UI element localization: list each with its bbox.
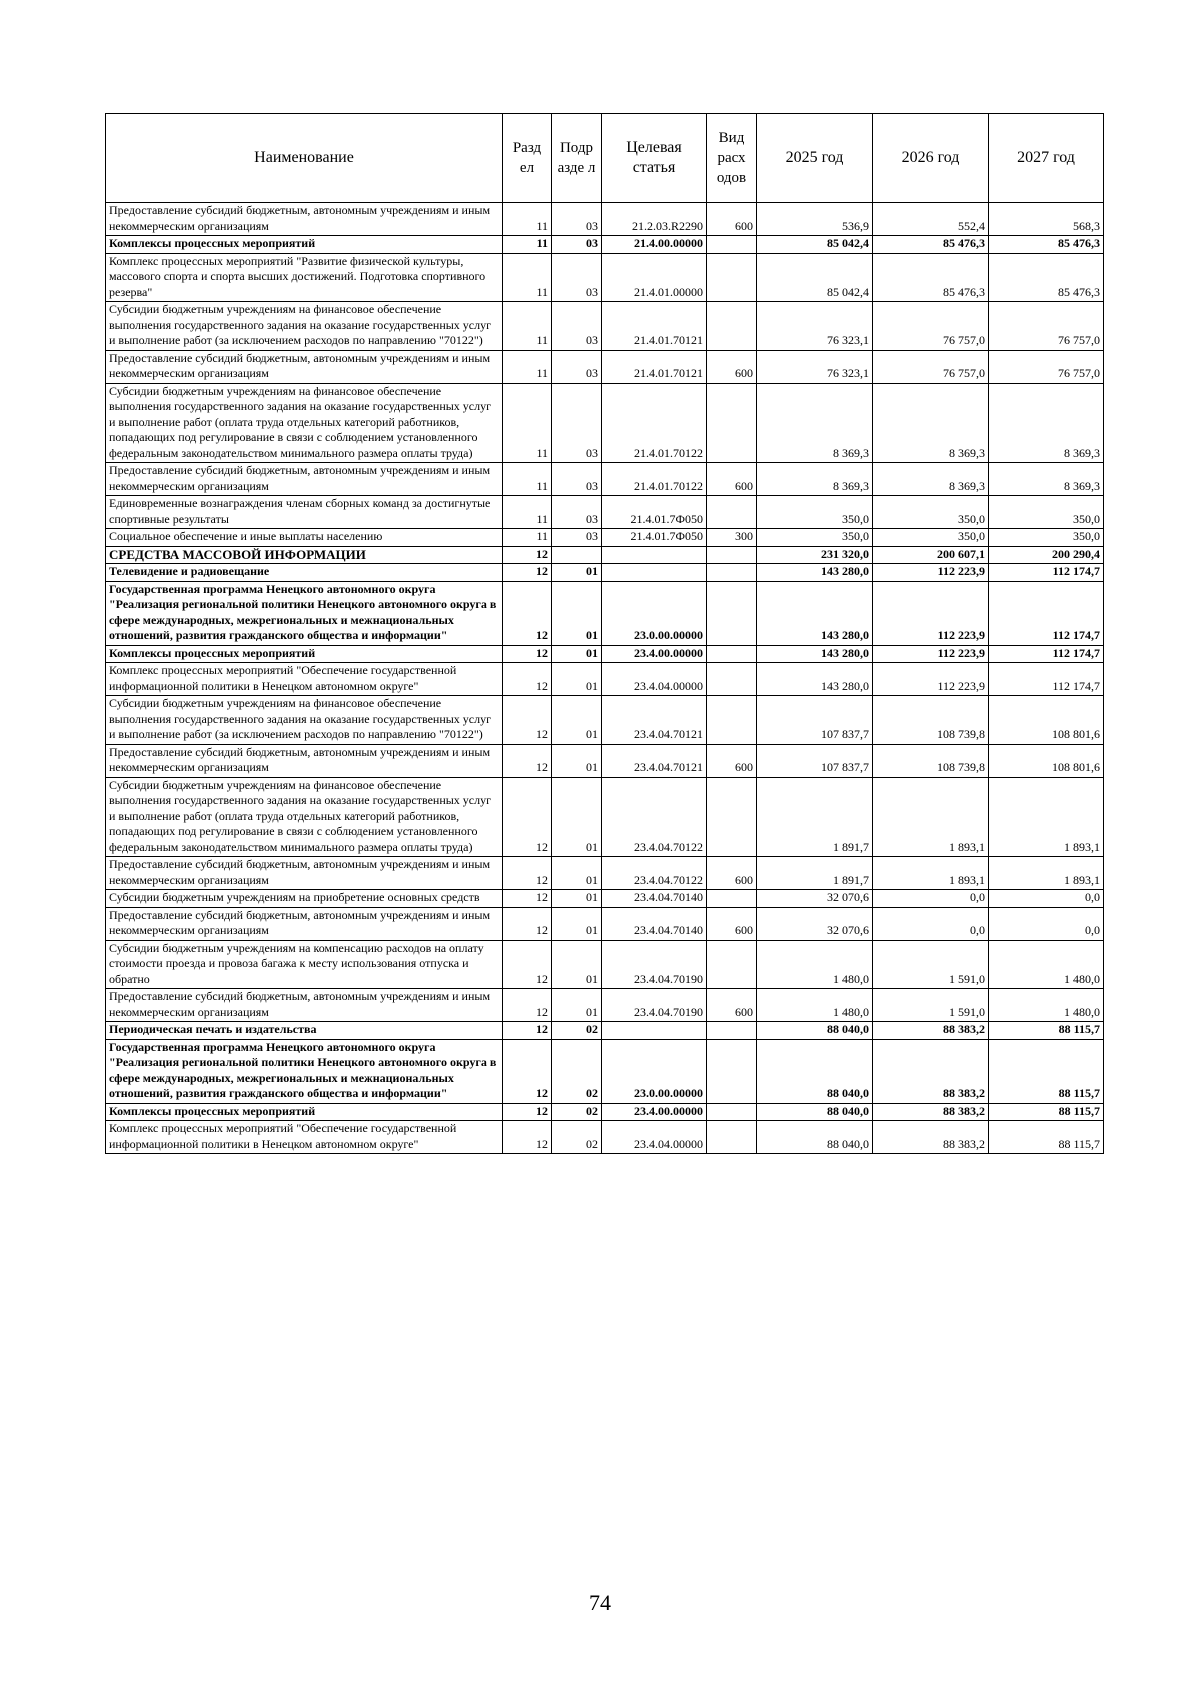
cell-podrazdel: 03 — [552, 463, 602, 496]
cell-name: Телевидение и радиовещание — [106, 564, 503, 582]
cell-razdel: 12 — [503, 1039, 552, 1103]
cell-year-2025: 32 070,6 — [757, 907, 873, 940]
table-row — [106, 564, 1104, 582]
cell-year-2026: 0,0 — [873, 907, 989, 940]
table-row — [106, 777, 1104, 857]
cell-year-2027: 8 369,3 — [989, 463, 1104, 496]
cell-year-2026: 8 369,3 — [873, 463, 989, 496]
header-year-2026: 2026 год — [873, 114, 989, 203]
cell-year-2026: 350,0 — [873, 496, 989, 529]
cell-year-2027: 1 893,1 — [989, 777, 1104, 857]
cell-year-2026: 85 476,3 — [873, 253, 989, 302]
cell-razdel: 11 — [503, 529, 552, 547]
table-row — [106, 302, 1104, 351]
cell-year-2027: 76 757,0 — [989, 350, 1104, 383]
cell-podrazdel: 01 — [552, 777, 602, 857]
cell-year-2027: 108 801,6 — [989, 744, 1104, 777]
cell-year-2026: 8 369,3 — [873, 383, 989, 463]
cell-expense-type: 600 — [707, 463, 757, 496]
cell-expense-type: 600 — [707, 907, 757, 940]
cell-target-article: 23.4.04.70121 — [602, 744, 707, 777]
table-row — [106, 1039, 1104, 1103]
cell-year-2025: 536,9 — [757, 203, 873, 236]
cell-expense-type — [707, 1022, 757, 1040]
cell-year-2027: 112 174,7 — [989, 581, 1104, 645]
cell-expense-type — [707, 383, 757, 463]
cell-expense-type: 600 — [707, 350, 757, 383]
cell-target-article: 21.4.00.00000 — [602, 236, 707, 254]
cell-expense-type — [707, 890, 757, 908]
cell-name: Комплексы процессных мероприятий — [106, 236, 503, 254]
cell-year-2026: 76 757,0 — [873, 350, 989, 383]
cell-expense-type: 600 — [707, 857, 757, 890]
cell-year-2027: 112 174,7 — [989, 645, 1104, 663]
cell-year-2026: 112 223,9 — [873, 564, 989, 582]
cell-target-article: 23.0.00.00000 — [602, 1039, 707, 1103]
cell-year-2027: 88 115,7 — [989, 1022, 1104, 1040]
cell-expense-type — [707, 546, 757, 564]
cell-name: Предоставление субсидий бюджетным, автономным учреждениям и иным некоммерческим организациям — [106, 744, 503, 777]
header-name: Наименование — [106, 114, 503, 203]
cell-razdel: 12 — [503, 1103, 552, 1121]
cell-expense-type — [707, 253, 757, 302]
cell-year-2025: 1 891,7 — [757, 777, 873, 857]
table-row — [106, 663, 1104, 696]
cell-expense-type: 600 — [707, 744, 757, 777]
cell-expense-type — [707, 302, 757, 351]
cell-podrazdel: 03 — [552, 253, 602, 302]
cell-year-2027: 350,0 — [989, 529, 1104, 547]
cell-podrazdel: 03 — [552, 496, 602, 529]
cell-podrazdel — [552, 546, 602, 564]
cell-razdel: 12 — [503, 940, 552, 989]
cell-year-2025: 143 280,0 — [757, 564, 873, 582]
cell-year-2026: 0,0 — [873, 890, 989, 908]
cell-year-2026: 88 383,2 — [873, 1121, 989, 1154]
cell-expense-type: 600 — [707, 989, 757, 1022]
cell-year-2025: 143 280,0 — [757, 581, 873, 645]
cell-target-article: 23.4.04.70140 — [602, 890, 707, 908]
cell-year-2026: 112 223,9 — [873, 663, 989, 696]
cell-podrazdel: 03 — [552, 350, 602, 383]
cell-year-2027: 76 757,0 — [989, 302, 1104, 351]
table-row — [106, 940, 1104, 989]
cell-year-2025: 1 480,0 — [757, 989, 873, 1022]
cell-year-2025: 88 040,0 — [757, 1039, 873, 1103]
cell-name: Комплекс процессных мероприятий "Обеспечение государственной информационной политики в Ненецком автономном округе" — [106, 663, 503, 696]
cell-target-article: 21.4.01.70121 — [602, 302, 707, 351]
cell-podrazdel: 01 — [552, 940, 602, 989]
cell-name: Субсидии бюджетным учреждениям на финансовое обеспечение выполнения государственного задания на оказание государственных услуг и выполнение работ (оплата труда отдельных категорий работников, попадающих под регулирование в связи с соблюдением установленного федеральным законодательством минимального размера оплаты труда) — [106, 777, 503, 857]
budget-table — [105, 113, 1104, 1154]
cell-expense-type: 300 — [707, 529, 757, 547]
cell-podrazdel: 02 — [552, 1103, 602, 1121]
cell-podrazdel: 03 — [552, 236, 602, 254]
cell-year-2025: 88 040,0 — [757, 1121, 873, 1154]
cell-year-2027: 0,0 — [989, 907, 1104, 940]
cell-year-2027: 88 115,7 — [989, 1121, 1104, 1154]
cell-year-2026: 1 591,0 — [873, 940, 989, 989]
cell-name: Предоставление субсидий бюджетным, автономным учреждениям и иным некоммерческим организациям — [106, 857, 503, 890]
cell-target-article — [602, 546, 707, 564]
cell-year-2026: 552,4 — [873, 203, 989, 236]
cell-name: Предоставление субсидий бюджетным, автономным учреждениям и иным некоммерческим организациям — [106, 350, 503, 383]
cell-year-2025: 8 369,3 — [757, 463, 873, 496]
cell-razdel: 12 — [503, 696, 552, 745]
cell-year-2025: 8 369,3 — [757, 383, 873, 463]
cell-podrazdel: 01 — [552, 744, 602, 777]
cell-year-2025: 143 280,0 — [757, 645, 873, 663]
cell-name: Комплексы процессных мероприятий — [106, 645, 503, 663]
cell-razdel: 11 — [503, 496, 552, 529]
cell-target-article: 21.4.01.7Ф050 — [602, 496, 707, 529]
table-row — [106, 1103, 1104, 1121]
table-row — [106, 857, 1104, 890]
cell-podrazdel: 01 — [552, 645, 602, 663]
cell-name: Комплекс процессных мероприятий "Развитие физической культуры, массового спорта и спорта высших достижений. Подготовка спортивного резерва" — [106, 253, 503, 302]
cell-year-2025: 143 280,0 — [757, 663, 873, 696]
cell-year-2027: 1 480,0 — [989, 989, 1104, 1022]
cell-podrazdel: 02 — [552, 1121, 602, 1154]
cell-name: СРЕДСТВА МАССОВОЙ ИНФОРМАЦИИ — [106, 546, 503, 564]
table-row — [106, 253, 1104, 302]
cell-name: Субсидии бюджетным учреждениям на финансовое обеспечение выполнения государственного задания на оказание государственных услуг и выполнение работ (за исключением расходов по направлению "70122") — [106, 696, 503, 745]
cell-name: Социальное обеспечение и иные выплаты населению — [106, 529, 503, 547]
cell-name: Комплексы процессных мероприятий — [106, 1103, 503, 1121]
table-row — [106, 1121, 1104, 1154]
cell-name: Единовременные вознаграждения членам сборных команд за достигнутые спортивные результаты — [106, 496, 503, 529]
cell-year-2026: 108 739,8 — [873, 696, 989, 745]
cell-year-2026: 1 591,0 — [873, 989, 989, 1022]
cell-name: Субсидии бюджетным учреждениям на финансовое обеспечение выполнения государственного задания на оказание государственных услуг и выполнение работ (за исключением расходов по направлению "70122") — [106, 302, 503, 351]
table-body — [106, 203, 1104, 1154]
cell-year-2025: 76 323,1 — [757, 350, 873, 383]
header-podrazdel: Подр азде л — [552, 114, 602, 203]
cell-podrazdel: 03 — [552, 302, 602, 351]
cell-year-2027: 0,0 — [989, 890, 1104, 908]
cell-podrazdel: 03 — [552, 383, 602, 463]
cell-name: Периодическая печать и издательства — [106, 1022, 503, 1040]
cell-name: Субсидии бюджетным учреждениям на приобретение основных средств — [106, 890, 503, 908]
cell-razdel: 11 — [503, 383, 552, 463]
table-header-row — [106, 114, 1104, 203]
cell-expense-type — [707, 696, 757, 745]
table-row — [106, 203, 1104, 236]
cell-expense-type: 600 — [707, 203, 757, 236]
cell-podrazdel: 01 — [552, 907, 602, 940]
cell-year-2027: 200 290,4 — [989, 546, 1104, 564]
table-row — [106, 1022, 1104, 1040]
header-year-2027: 2027 год — [989, 114, 1104, 203]
cell-expense-type — [707, 663, 757, 696]
cell-name: Государственная программа Ненецкого автономного округа "Реализация региональной политики Ненецкого автономного округа в сфере международных, межрегиональных и межнациональных отношений, развития гражданского общества и информации" — [106, 581, 503, 645]
cell-expense-type — [707, 940, 757, 989]
cell-expense-type — [707, 1039, 757, 1103]
cell-year-2025: 350,0 — [757, 529, 873, 547]
cell-razdel: 12 — [503, 890, 552, 908]
cell-year-2026: 76 757,0 — [873, 302, 989, 351]
table-row — [106, 645, 1104, 663]
cell-razdel: 12 — [503, 744, 552, 777]
cell-target-article: 21.4.01.70122 — [602, 463, 707, 496]
cell-year-2027: 85 476,3 — [989, 236, 1104, 254]
table-row — [106, 989, 1104, 1022]
cell-year-2026: 350,0 — [873, 529, 989, 547]
cell-target-article: 21.2.03.R2290 — [602, 203, 707, 236]
cell-target-article: 23.4.00.00000 — [602, 645, 707, 663]
cell-razdel: 12 — [503, 663, 552, 696]
cell-target-article: 23.4.04.70121 — [602, 696, 707, 745]
cell-podrazdel: 03 — [552, 203, 602, 236]
cell-year-2027: 1 480,0 — [989, 940, 1104, 989]
cell-year-2026: 88 383,2 — [873, 1103, 989, 1121]
cell-target-article: 23.4.04.70122 — [602, 857, 707, 890]
cell-year-2027: 8 369,3 — [989, 383, 1104, 463]
cell-name: Комплекс процессных мероприятий "Обеспечение государственной информационной политики в Ненецком автономном округе" — [106, 1121, 503, 1154]
cell-target-article: 23.4.04.70190 — [602, 989, 707, 1022]
cell-name: Субсидии бюджетным учреждениям на компенсацию расходов на оплату стоимости проезда и провоза багажа к месту использования отпуска и обратно — [106, 940, 503, 989]
cell-year-2027: 88 115,7 — [989, 1103, 1104, 1121]
cell-year-2026: 1 893,1 — [873, 777, 989, 857]
cell-year-2026: 85 476,3 — [873, 236, 989, 254]
cell-year-2026: 112 223,9 — [873, 645, 989, 663]
cell-expense-type — [707, 236, 757, 254]
cell-year-2027: 112 174,7 — [989, 564, 1104, 582]
table-row — [106, 463, 1104, 496]
cell-target-article: 23.0.00.00000 — [602, 581, 707, 645]
table-row — [106, 383, 1104, 463]
cell-year-2027: 112 174,7 — [989, 663, 1104, 696]
table-row — [106, 546, 1104, 564]
cell-year-2027: 108 801,6 — [989, 696, 1104, 745]
table-row — [106, 496, 1104, 529]
cell-year-2025: 88 040,0 — [757, 1103, 873, 1121]
cell-year-2025: 88 040,0 — [757, 1022, 873, 1040]
cell-expense-type — [707, 496, 757, 529]
cell-year-2026: 200 607,1 — [873, 546, 989, 564]
page-number: 74 — [589, 1590, 611, 1615]
header-year-2025: 2025 год — [757, 114, 873, 203]
header-expense-type: Вид расх одов — [707, 114, 757, 203]
table-row — [106, 696, 1104, 745]
cell-razdel: 11 — [503, 463, 552, 496]
cell-razdel: 11 — [503, 350, 552, 383]
cell-podrazdel: 01 — [552, 696, 602, 745]
cell-name: Государственная программа Ненецкого автономного округа "Реализация региональной политики Ненецкого автономного округа в сфере международных, межрегиональных и межнациональных отношений, развития гражданского общества и информации" — [106, 1039, 503, 1103]
cell-podrazdel: 01 — [552, 564, 602, 582]
cell-podrazdel: 01 — [552, 663, 602, 696]
cell-podrazdel: 01 — [552, 857, 602, 890]
cell-razdel: 12 — [503, 581, 552, 645]
cell-target-article: 21.4.01.00000 — [602, 253, 707, 302]
cell-target-article — [602, 1022, 707, 1040]
cell-year-2025: 76 323,1 — [757, 302, 873, 351]
cell-year-2025: 231 320,0 — [757, 546, 873, 564]
cell-expense-type — [707, 1103, 757, 1121]
cell-target-article: 23.4.04.70190 — [602, 940, 707, 989]
cell-podrazdel: 01 — [552, 581, 602, 645]
cell-name: Субсидии бюджетным учреждениям на финансовое обеспечение выполнения государственного задания на оказание государственных услуг и выполнение работ (оплата труда отдельных категорий работников, попадающих под регулирование в связи с соблюдением установленного федеральным законодательством минимального размера оплаты труда) — [106, 383, 503, 463]
table-row — [106, 907, 1104, 940]
cell-target-article: 23.4.04.70140 — [602, 907, 707, 940]
cell-razdel: 11 — [503, 236, 552, 254]
cell-razdel: 12 — [503, 564, 552, 582]
cell-razdel: 12 — [503, 645, 552, 663]
cell-year-2025: 107 837,7 — [757, 696, 873, 745]
cell-razdel: 11 — [503, 302, 552, 351]
cell-target-article: 23.4.04.00000 — [602, 663, 707, 696]
header-razdel: Разд ел — [503, 114, 552, 203]
cell-expense-type — [707, 1121, 757, 1154]
cell-year-2026: 112 223,9 — [873, 581, 989, 645]
cell-razdel: 11 — [503, 253, 552, 302]
cell-podrazdel: 01 — [552, 989, 602, 1022]
cell-year-2025: 32 070,6 — [757, 890, 873, 908]
cell-podrazdel: 02 — [552, 1039, 602, 1103]
table-row — [106, 236, 1104, 254]
cell-target-article: 21.4.01.70121 — [602, 350, 707, 383]
cell-target-article: 23.4.04.00000 — [602, 1121, 707, 1154]
table-row — [106, 890, 1104, 908]
cell-razdel: 12 — [503, 1121, 552, 1154]
cell-target-article — [602, 564, 707, 582]
cell-expense-type — [707, 777, 757, 857]
cell-name: Предоставление субсидий бюджетным, автономным учреждениям и иным некоммерческим организациям — [106, 989, 503, 1022]
cell-year-2025: 107 837,7 — [757, 744, 873, 777]
cell-target-article: 23.4.04.70122 — [602, 777, 707, 857]
cell-razdel: 12 — [503, 857, 552, 890]
cell-year-2026: 88 383,2 — [873, 1039, 989, 1103]
cell-expense-type — [707, 645, 757, 663]
cell-year-2027: 568,3 — [989, 203, 1104, 236]
cell-name: Предоставление субсидий бюджетным, автономным учреждениям и иным некоммерческим организациям — [106, 463, 503, 496]
cell-razdel: 12 — [503, 1022, 552, 1040]
header-target-article: Целевая статья — [602, 114, 707, 203]
cell-expense-type — [707, 564, 757, 582]
cell-name: Предоставление субсидий бюджетным, автономным учреждениям и иным некоммерческим организациям — [106, 907, 503, 940]
cell-year-2027: 85 476,3 — [989, 253, 1104, 302]
table-row — [106, 529, 1104, 547]
cell-podrazdel: 03 — [552, 529, 602, 547]
cell-year-2027: 350,0 — [989, 496, 1104, 529]
cell-year-2027: 88 115,7 — [989, 1039, 1104, 1103]
cell-year-2027: 1 893,1 — [989, 857, 1104, 890]
cell-razdel: 12 — [503, 989, 552, 1022]
cell-year-2025: 1 891,7 — [757, 857, 873, 890]
table-row — [106, 744, 1104, 777]
cell-razdel: 12 — [503, 546, 552, 564]
cell-year-2026: 108 739,8 — [873, 744, 989, 777]
cell-target-article: 21.4.01.70122 — [602, 383, 707, 463]
cell-target-article: 23.4.00.00000 — [602, 1103, 707, 1121]
cell-year-2025: 85 042,4 — [757, 236, 873, 254]
cell-podrazdel: 01 — [552, 890, 602, 908]
cell-year-2025: 85 042,4 — [757, 253, 873, 302]
cell-razdel: 12 — [503, 907, 552, 940]
cell-target-article: 21.4.01.7Ф050 — [602, 529, 707, 547]
cell-razdel: 11 — [503, 203, 552, 236]
cell-year-2026: 1 893,1 — [873, 857, 989, 890]
table-row — [106, 581, 1104, 645]
table-row — [106, 350, 1104, 383]
cell-name: Предоставление субсидий бюджетным, автономным учреждениям и иным некоммерческим организациям — [106, 203, 503, 236]
cell-year-2025: 1 480,0 — [757, 940, 873, 989]
cell-expense-type — [707, 581, 757, 645]
cell-razdel: 12 — [503, 777, 552, 857]
cell-year-2026: 88 383,2 — [873, 1022, 989, 1040]
cell-year-2025: 350,0 — [757, 496, 873, 529]
cell-podrazdel: 02 — [552, 1022, 602, 1040]
